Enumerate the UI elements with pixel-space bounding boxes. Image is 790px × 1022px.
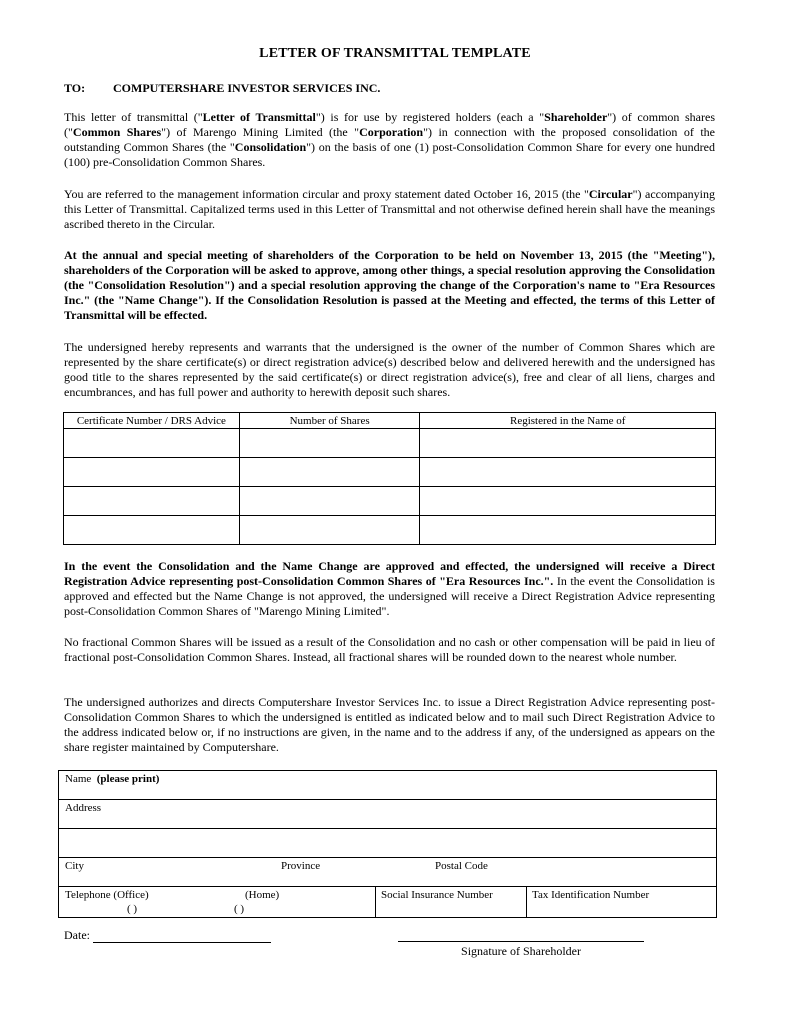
address-continuation-row[interactable] [59,829,716,858]
authorization-paragraph: The undersigned authorizes and directs Computershare Investor Services Inc. to issue a Direct Registration Advice representing post-Consolidation Common Shares to which the undersigned is entitled as indicated below and to mail such Direct Registration Advice to the address indicated below or, if no instructions are given, in the name and to the address if any, of the undersigned as appears on the share register maintained by Computershare. [64,695,715,754]
date-label: Date: [64,928,90,942]
recipient-name: COMPUTERSHARE INVESTOR SERVICES INC. [113,81,381,95]
registered-name-cell[interactable] [420,458,716,487]
tin-label: Tax Identification Number [532,889,650,901]
name-hint: (please print) [96,773,160,785]
consolidation-outcome-paragraph [64,559,715,619]
text-run: In the event the Consolidation is approved and effected but the Name Change is not approved, the undersigned will receive a Direct Registration Advice representing post-Consolidation Common Shares of "Marengo Mining Limited". [64,574,715,618]
area-code-office-field[interactable]: ( ) [127,903,138,915]
text-run: ") is for use by registered holders (each a " [315,110,545,124]
number-of-shares-cell[interactable] [239,487,420,516]
defined-term: Circular [588,187,633,201]
date-field[interactable] [64,928,271,943]
text-run: ") of Marengo Mining Limited (the " [161,125,360,139]
phone-row [59,887,716,917]
text-run: This letter of transmittal (" [64,110,203,124]
registered-name-cell[interactable] [420,487,716,516]
table-row [64,487,716,516]
registered-name-cell[interactable] [420,429,716,458]
text-run: ") on the basis of one (1) post-Consolidation Common Share for every one hundred (100) pre-Consolidation Common Shares. [64,140,715,169]
city-row [59,858,716,887]
certificate-number-cell[interactable] [64,429,240,458]
name-label [65,773,159,785]
shareholder-info-form [58,770,717,918]
to-label: TO: [64,81,86,95]
circular-paragraph [64,187,715,232]
signature-label: Signature of Shareholder [461,944,581,958]
recipient-line [64,81,380,96]
address-row[interactable] [59,800,716,829]
telephone-office-label: Telephone (Office) [65,889,149,901]
certificate-number-cell[interactable] [64,458,240,487]
meeting-paragraph: At the annual and special meeting of shareholders of the Corporation to be held on November 13, 2015 (the "Meeting"), shareholders of the Corporation will be asked to approve, among other things, a special resolution approving the Consolidation (the "Consolidation Resolution") and a special resolution approving the change of the Corporation's name to "Era Resources Inc." (the "Name Change"). If the Consolidation Resolution is passed at the Meeting and effected, the terms of this Letter of Transmittal will be effected. [64,248,715,322]
number-of-shares-cell[interactable] [239,516,420,545]
date-underline [93,930,271,943]
table-row [64,458,716,487]
defined-term: Corporation [359,125,424,139]
address-label: Address [65,802,102,814]
text-run: You are referred to the management information circular and proxy statement dated October 16, 2015 (the " [64,187,589,201]
table-header-row [64,413,716,429]
fractional-shares-paragraph: No fractional Common Shares will be issued as a result of the Consolidation and no cash or other compensation will be paid in lieu of fractional post-Consolidation Common Shares. Instead, all fractional shares will be rounded down to the nearest whole number. [64,635,715,664]
document-title: LETTER OF TRANSMITTAL TEMPLATE [259,46,531,61]
text-run: ") accompanying this Letter of Transmittal. Capitalized terms used in this Letter of Transmittal and not otherwise defined herein shall have the meanings ascribed thereto in the Circular. [64,187,715,231]
certificate-number-cell[interactable] [64,516,240,545]
signature-line[interactable] [398,941,644,942]
intro-paragraph [64,110,715,170]
telephone-home-label: (Home) [245,889,280,901]
registered-name-cell[interactable] [420,516,716,545]
table-row [64,516,716,545]
defined-term: Letter of Transmittal [202,110,316,124]
province-label: Province [281,860,321,872]
divider [526,887,527,917]
sin-label: Social Insurance Number [381,889,493,901]
representation-paragraph: The undersigned hereby represents and warrants that the undersigned is the owner of the number of Common Shares which are represented by the share certificate(s) or direct registration advice(s) described below and delivered herewith and the undersigned has good title to the shares represented by the said certificate(s) or direct registration advice(s), free and clear of all liens, charges and encumbrances, and has full power and authority to herewith deposit such shares. [64,340,715,399]
col-certificate-number: Certificate Number / DRS Advice [64,413,240,429]
certificate-table [63,412,716,545]
divider [375,887,376,917]
col-registered-name: Registered in the Name of [420,413,716,429]
defined-term: Shareholder [544,110,608,124]
defined-term: Common Shares [72,125,162,139]
bold-statement: In the event the Consolidation and the Name Change are approved and effected, the undersigned will receive a Direct Registration Advice representing post-Consolidation Common Shares of "Era Resources Inc.". [64,559,715,588]
name-label-text: Name [65,773,92,785]
certificate-number-cell[interactable] [64,487,240,516]
number-of-shares-cell[interactable] [239,458,420,487]
defined-term: Consolidation [234,140,307,154]
area-code-home-field[interactable]: ( ) [234,903,245,915]
number-of-shares-cell[interactable] [239,429,420,458]
text-run: ") in connection with the proposed consolidation of the outstanding Common Shares (the " [64,125,715,154]
col-number-of-shares: Number of Shares [239,413,420,429]
city-label: City [65,860,84,872]
name-row[interactable] [59,771,716,800]
table-row [64,429,716,458]
text-run: ") of common shares (" [64,110,716,139]
postal-code-label: Postal Code [435,860,488,872]
